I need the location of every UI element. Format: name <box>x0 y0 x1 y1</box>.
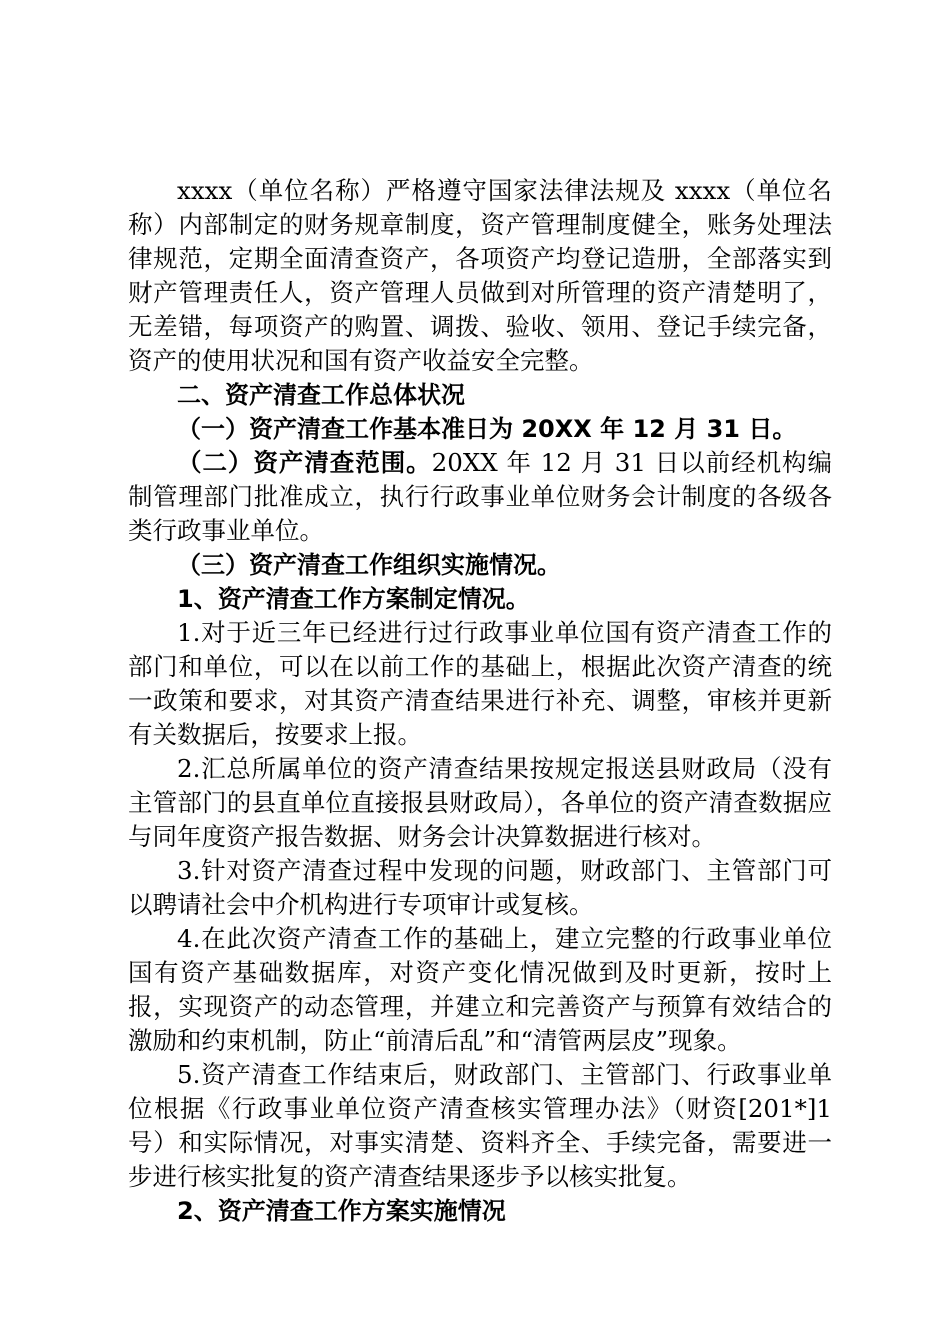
subheading-organization: （三）资产清查工作组织实施情况。 <box>177 551 561 579</box>
paragraph-item-4: 4.在此次资产清查工作的基础上，建立完整的行政事业单位国有资产基础数据库，对资产变化情况做到及时更新，按时上报，实现资产的动态管理，并建立和完善资产与预算有效结合的激励和约束机制，防止“前清后乱”和“清管两层皮”现象。 <box>128 924 832 1055</box>
subheading-scope-lead: （二）资产清查范围。 <box>177 448 432 477</box>
subheading-plan-implementation: 2、资产清查工作方案实施情况 <box>177 1197 506 1225</box>
section-heading-overall-status: 二、资产清查工作总体状况 <box>177 381 465 409</box>
paragraph-item-3: 3.针对资产清查过程中发现的问题，财政部门、主管部门可以聘请社会中介机构进行专项审计或复核。 <box>128 856 832 919</box>
paragraph-item-2: 2.汇总所属单位的资产清查结果按规定报送县财政局（没有主管部门的县直单位直接报县财政局），各单位的资产清查数据应与同年度资产报告数据、财务会计决算数据进行核对。 <box>128 754 832 851</box>
paragraph-item-5: 5.资产清查工作结束后，财政部门、主管部门、行政事业单位根据《行政事业单位资产清查核实管理办法》（财资[201*]1 号）和实际情况，对事实清楚、资料齐全、手续完备，需要进一步进行核实批复的资产清查结果逐步予以核实批复。 <box>128 1060 832 1191</box>
subheading-plan-formulation: 1、资产清查工作方案制定情况。 <box>177 585 530 613</box>
document-body <box>128 174 832 1228</box>
subheading-base-date: （一）资产清查工作基本准日为 20XX 年 12 月 31 日。 <box>177 415 797 443</box>
paragraph-item-1: 1.对于近三年已经进行过行政事业单位国有资产清查工作的部门和单位，可以在以前工作的基础上，根据此次资产清查的统一政策和要求，对其资产清查结果进行补充、调整，审核并更新有关数据后，按要求上报。 <box>128 618 832 749</box>
paragraph-unit-compliance: xxxx（单位名称）严格遵守国家法律法规及 xxxx（单位名称）内部制定的财务规章制度，资产管理制度健全，账务处理法律规范，定期全面清查资产，各项资产均登记造册，全部落实到财产管理责任人，资产管理人员做到对所管理的资产清楚明了，无差错，每项资产的购置、调拨、验收、领用、登记手续完备，资产的使用状况和国有资产收益安全完整。 <box>128 176 832 375</box>
scope-text: 20XX 年 12 月 31 日以前经机构编制管理部门批准成立，执行行政事业单位财务会计制度的各级各类行政事业单位。 <box>128 448 833 545</box>
paragraph-scope <box>128 446 832 548</box>
